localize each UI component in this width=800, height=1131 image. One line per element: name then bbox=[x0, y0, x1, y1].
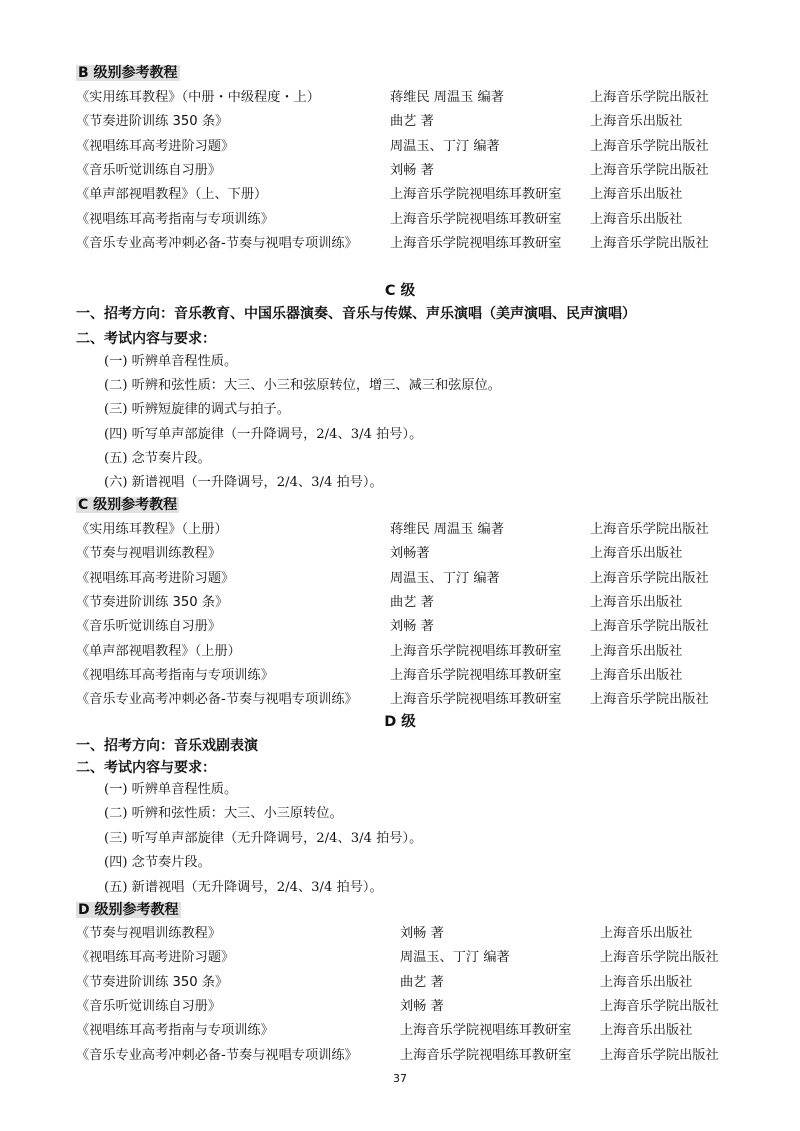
book-author: 上海音乐学院视唱练耳教研室 bbox=[390, 235, 562, 251]
d-level-title: D 级 bbox=[384, 714, 416, 730]
book-author: 曲艺 著 bbox=[390, 594, 434, 610]
b-refs-heading: B 级别参考教程 bbox=[78, 65, 178, 81]
book-publisher: 上海音乐学院出版社 bbox=[590, 522, 709, 537]
book-author: 上海音乐学院视唱练耳教研室 bbox=[390, 692, 562, 708]
book-title: 《音乐专业高考冲刺必备-节奏与视唱专项训练》 bbox=[76, 235, 358, 251]
book-author: 上海音乐学院视唱练耳教研室 bbox=[400, 1047, 572, 1063]
book-title: 《节奏进阶训练 350 条》 bbox=[76, 974, 229, 990]
book-title: 《音乐听觉训练自习册》 bbox=[76, 619, 222, 635]
book-publisher: 上海音乐学院出版社 bbox=[590, 570, 709, 586]
book-publisher: 上海音乐出版社 bbox=[590, 546, 683, 562]
book-author: 周温玉、丁汀 编著 bbox=[400, 950, 510, 966]
book-publisher: 上海音乐学院出版社 bbox=[590, 235, 709, 251]
book-title: 《单声部视唱教程》（上册） bbox=[76, 643, 241, 659]
d-direction: 一、招考方向：音乐戏剧表演 bbox=[76, 738, 258, 754]
requirement-item: (三) 听写单声部旋律（无升降调号，2/4、3/4 拍号）。 bbox=[104, 830, 423, 846]
page-number: 37 bbox=[393, 1072, 407, 1085]
c-direction: 一、招考方向：音乐教育、中国乐器演奏、音乐与传媒、声乐演唱（美声演唱、民声演唱） bbox=[76, 306, 636, 322]
book-title: 《音乐听觉训练自习册》 bbox=[76, 162, 222, 178]
book-author: 刘畅 著 bbox=[390, 619, 434, 635]
requirement-item: (一) 听辨单音程性质。 bbox=[104, 354, 238, 369]
book-author: 曲艺 著 bbox=[390, 114, 434, 130]
book-title: 《节奏与视唱训练教程》 bbox=[76, 546, 222, 562]
book-publisher: 上海音乐学院出版社 bbox=[600, 998, 719, 1014]
book-author: 上海音乐学院视唱练耳教研室 bbox=[390, 643, 562, 659]
book-title: 《实用练耳教程》（上册） bbox=[76, 522, 228, 537]
book-author: 上海音乐学院视唱练耳教研室 bbox=[390, 211, 562, 227]
requirement-item: (二) 听辨和弦性质：大三、小三和弦原转位，增三、减三和弦原位。 bbox=[104, 378, 501, 394]
book-publisher: 上海音乐学院出版社 bbox=[600, 950, 719, 966]
book-title: 《视唱练耳高考进阶习题》 bbox=[76, 950, 235, 966]
book-author: 蒋维民 周温玉 编著 bbox=[390, 90, 504, 105]
book-title: 《实用练耳教程》（中册・中级程度・上） bbox=[76, 90, 320, 105]
book-title: 《音乐听觉训练自习册》 bbox=[76, 998, 222, 1014]
book-title: 《视唱练耳高考进阶习题》 bbox=[76, 570, 235, 586]
book-publisher: 上海音乐出版社 bbox=[600, 1023, 693, 1039]
requirement-item: (四) 听写单声部旋律（一升降调号，2/4、3/4 拍号）。 bbox=[104, 426, 423, 442]
book-title: 《视唱练耳高考进阶习题》 bbox=[76, 138, 235, 154]
book-publisher: 上海音乐学院出版社 bbox=[600, 1047, 719, 1063]
book-author: 曲艺 著 bbox=[400, 974, 444, 990]
requirement-item: (一) 听辨单音程性质。 bbox=[104, 782, 238, 797]
book-title: 《节奏进阶训练 350 条》 bbox=[76, 594, 229, 610]
book-author: 上海音乐学院视唱练耳教研室 bbox=[400, 1023, 572, 1039]
c-level-title: C 级 bbox=[384, 283, 416, 299]
book-author: 刘畅著 bbox=[390, 546, 430, 562]
book-title: 《视唱练耳高考指南与专项训练》 bbox=[76, 211, 274, 227]
book-title: 《单声部视唱教程》（上、下册） bbox=[76, 187, 268, 203]
book-author: 刘畅 著 bbox=[400, 926, 444, 941]
book-publisher: 上海音乐学院出版社 bbox=[590, 138, 709, 154]
book-author: 刘畅 著 bbox=[390, 162, 434, 178]
book-publisher: 上海音乐学院出版社 bbox=[590, 90, 709, 105]
book-publisher: 上海音乐学院出版社 bbox=[590, 162, 709, 178]
requirement-item: (二) 听辨和弦性质：大三、小三原转位。 bbox=[104, 806, 343, 822]
book-publisher: 上海音乐出版社 bbox=[590, 187, 683, 203]
book-publisher: 上海音乐出版社 bbox=[590, 643, 683, 659]
book-title: 《音乐专业高考冲刺必备-节奏与视唱专项训练》 bbox=[76, 1047, 358, 1063]
requirement-item: (五) 新谱视唱（无升降调号，2/4、3/4 拍号）。 bbox=[104, 879, 383, 895]
book-publisher: 上海音乐出版社 bbox=[590, 667, 683, 683]
requirement-item: (三) 听辨短旋律的调式与拍子。 bbox=[104, 402, 290, 418]
book-publisher: 上海音乐出版社 bbox=[590, 594, 683, 610]
requirement-item: (五) 念节奏片段。 bbox=[104, 450, 211, 466]
requirement-item: (四) 念节奏片段。 bbox=[104, 855, 211, 871]
book-title: 《视唱练耳高考指南与专项训练》 bbox=[76, 1023, 274, 1039]
book-publisher: 上海音乐出版社 bbox=[600, 974, 693, 990]
book-author: 周温玉、丁汀 编著 bbox=[390, 570, 500, 586]
book-title: 《节奏与视唱训练教程》 bbox=[76, 926, 222, 941]
d-requirements-heading: 二、考试内容与要求： bbox=[76, 760, 216, 776]
book-publisher: 上海音乐出版社 bbox=[590, 211, 683, 227]
book-author: 上海音乐学院视唱练耳教研室 bbox=[390, 187, 562, 203]
book-publisher: 上海音乐学院出版社 bbox=[590, 692, 709, 708]
book-author: 蒋维民 周温玉 编著 bbox=[390, 522, 504, 537]
requirement-item: (六) 新谱视唱（一升降调号，2/4、3/4 拍号）。 bbox=[104, 475, 383, 490]
book-title: 《节奏进阶训练 350 条》 bbox=[76, 114, 229, 130]
c-refs-heading: C 级别参考教程 bbox=[78, 497, 178, 513]
book-author: 刘畅 著 bbox=[400, 998, 444, 1014]
book-author: 上海音乐学院视唱练耳教研室 bbox=[390, 667, 562, 683]
d-refs-heading: D 级别参考教程 bbox=[78, 902, 179, 918]
book-publisher: 上海音乐出版社 bbox=[600, 926, 693, 941]
book-title: 《音乐专业高考冲刺必备-节奏与视唱专项训练》 bbox=[76, 692, 358, 708]
book-publisher: 上海音乐学院出版社 bbox=[590, 619, 709, 635]
c-requirements-heading: 二、考试内容与要求： bbox=[76, 331, 216, 347]
book-title: 《视唱练耳高考指南与专项训练》 bbox=[76, 667, 274, 683]
book-author: 周温玉、丁汀 编著 bbox=[390, 138, 500, 154]
book-publisher: 上海音乐出版社 bbox=[590, 114, 683, 130]
